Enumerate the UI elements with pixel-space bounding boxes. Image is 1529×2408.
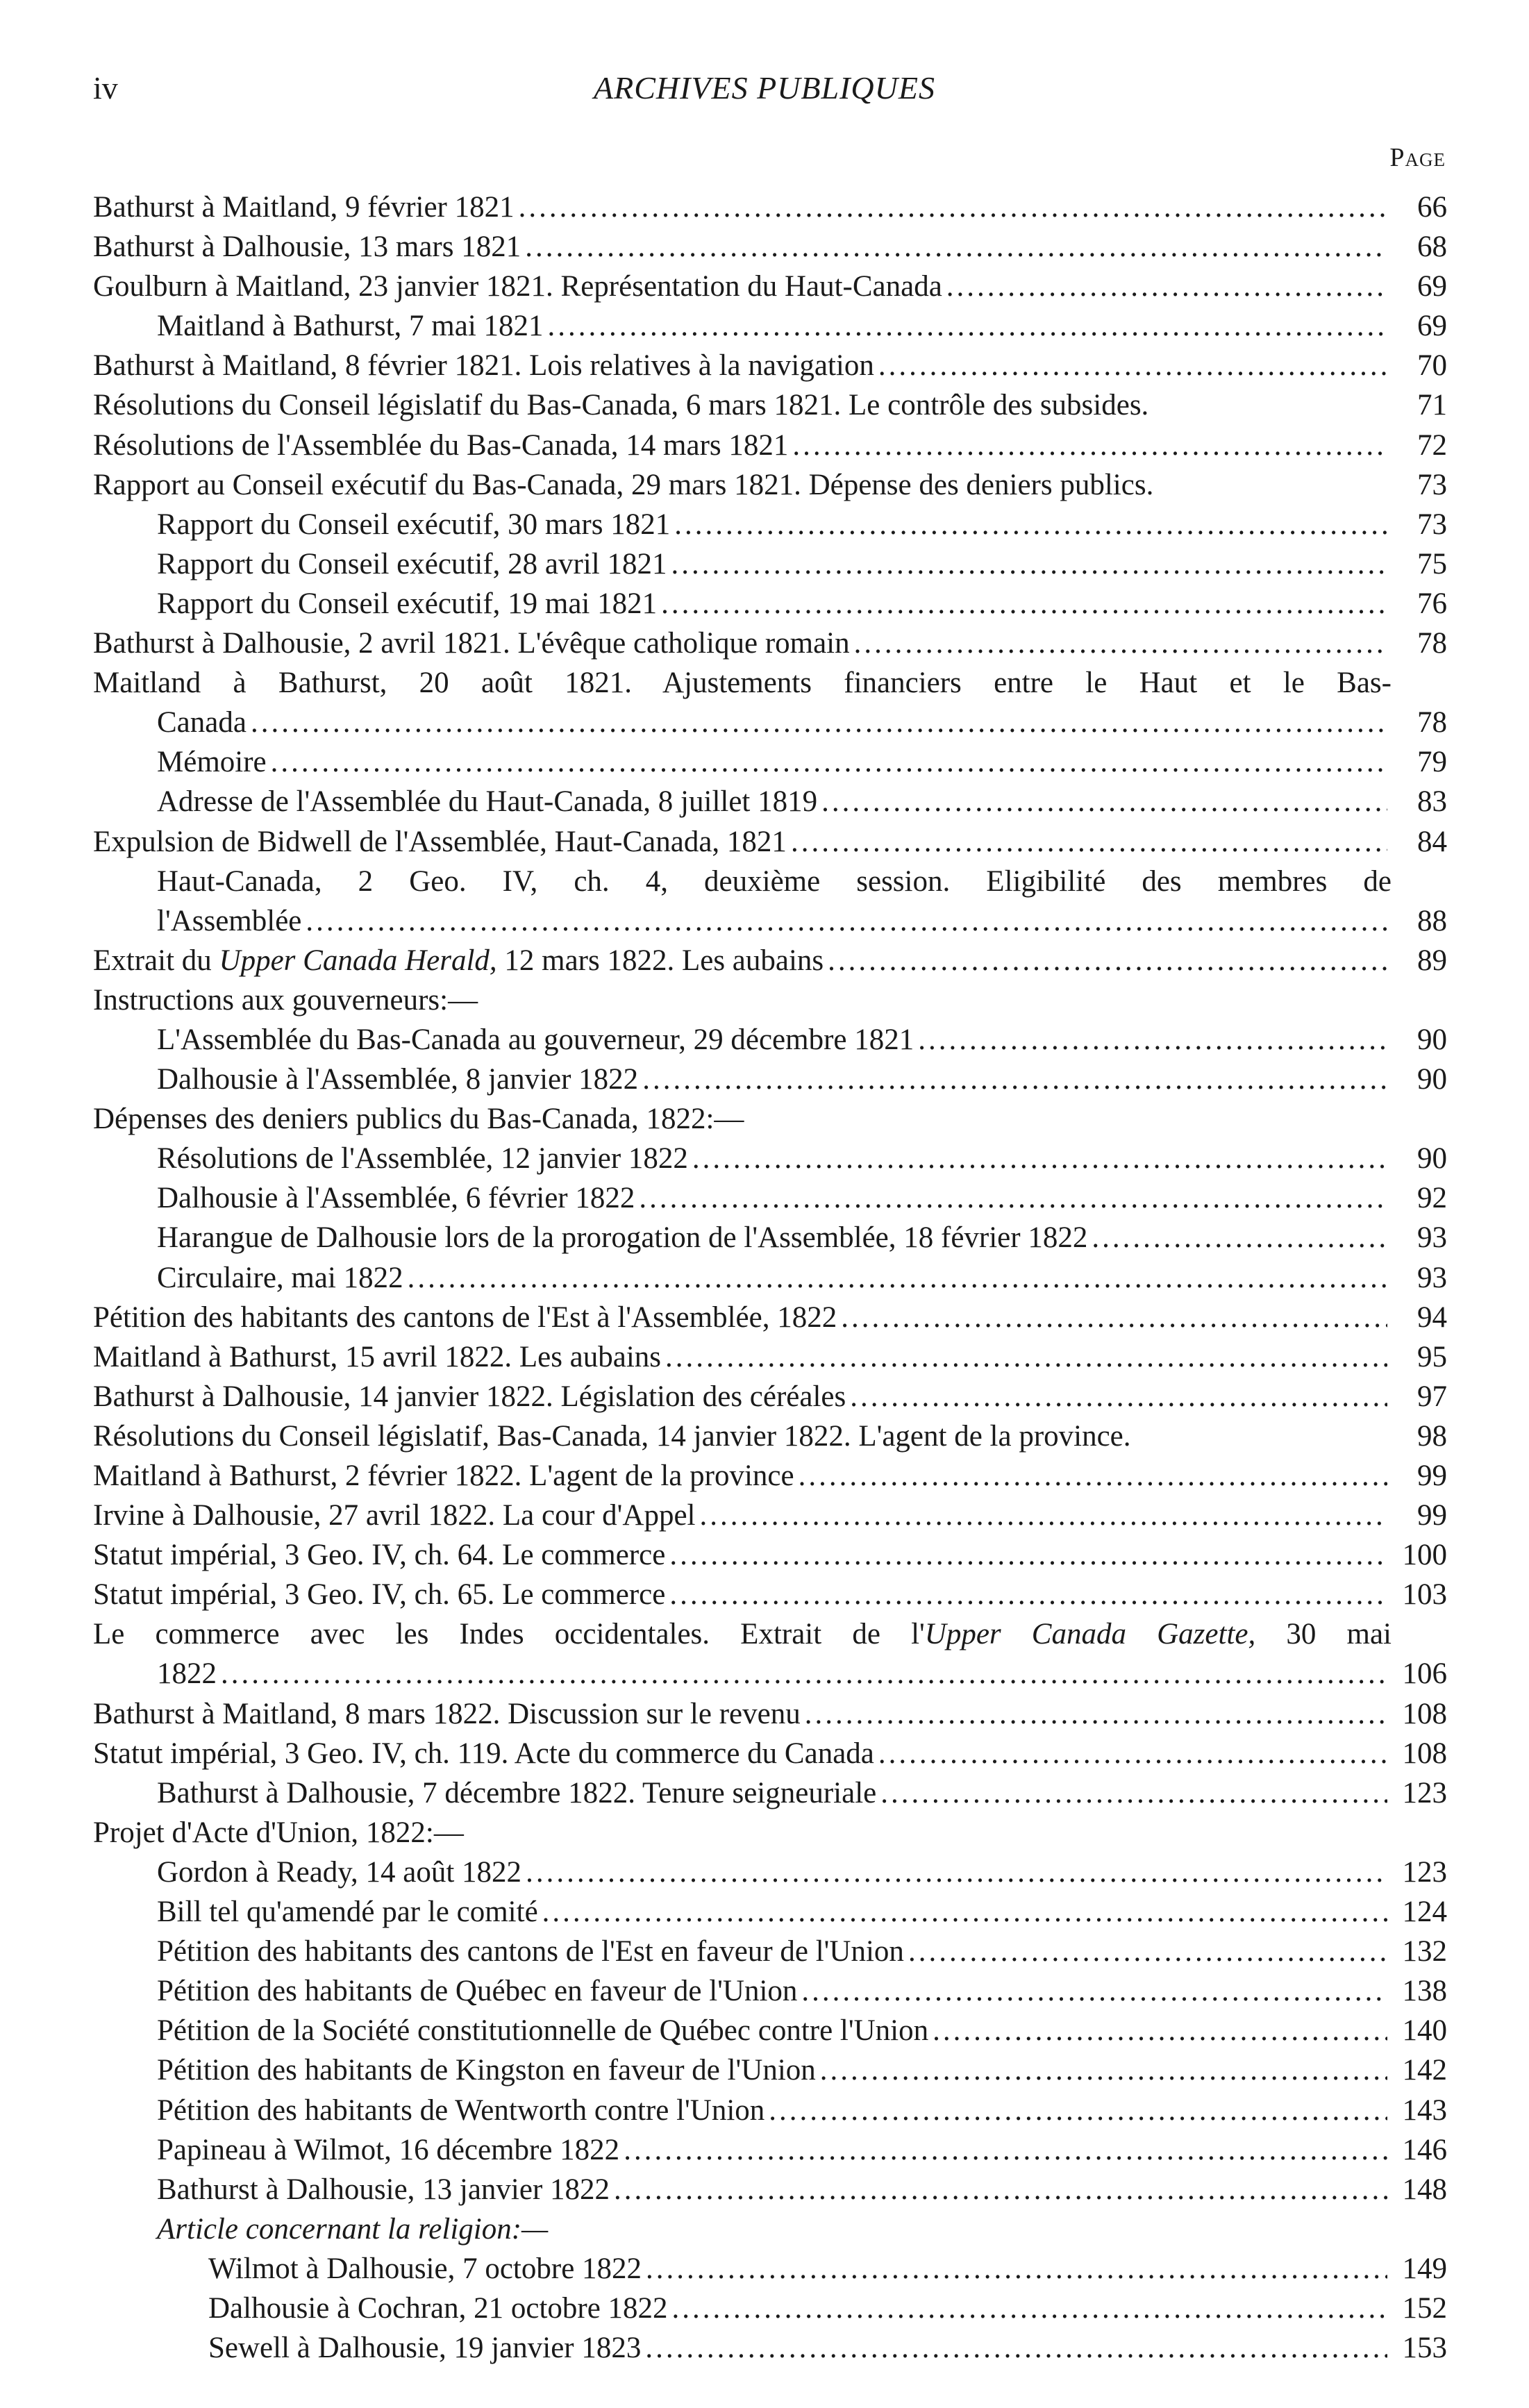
toc-page-number: 93 (1417, 1261, 1447, 1294)
toc-entry-text: Rapport du Conseil exécutif, 28 avril 1821 (157, 547, 667, 580)
leader-dots (801, 1971, 1387, 2011)
toc-page-number: 75 (1417, 547, 1447, 580)
leader-dots (828, 941, 1387, 980)
leader-dots (799, 1456, 1387, 1496)
toc-entry (93, 1337, 1447, 1377)
toc-entry (93, 2050, 1447, 2090)
toc-page-number: 123 (1402, 1776, 1447, 1809)
toc-page-number: 70 (1417, 349, 1447, 383)
leader-dots (854, 624, 1387, 663)
toc-entry (93, 2249, 1447, 2289)
toc-entry (93, 1456, 1447, 1496)
toc-entry-text: Canada (157, 706, 247, 739)
toc-entry-text: Gordon à Ready, 14 août 1822 (157, 1855, 522, 1889)
toc-entry (93, 346, 1447, 385)
toc-page-number: 69 (1417, 310, 1447, 343)
toc-entry (93, 306, 1447, 346)
toc-page-number: 108 (1402, 1697, 1447, 1730)
running-title: ARCHIVES PUBLIQUES (594, 70, 935, 106)
leader-dots (661, 584, 1387, 624)
toc-entry-text: Statut impérial, 3 Geo. IV, ch. 64. Le commerce (93, 1539, 666, 1572)
toc-entry (93, 1535, 1447, 1575)
toc-page-number: 90 (1417, 1063, 1447, 1096)
toc-page-number: 140 (1402, 2014, 1447, 2048)
toc-entry-text: Maitland à Bathurst, 15 avril 1822. Les aubains (93, 1340, 662, 1373)
toc-page-number: 79 (1417, 746, 1447, 779)
toc-entry-text: Pétition des habitants de Wentworth contre l'Union (157, 2093, 765, 2127)
toc-entry-text: Bathurst à Dalhousie, 2 avril 1821. L'évêque catholique romain (93, 627, 850, 660)
leader-dots (821, 782, 1387, 821)
toc-entry-text: Bathurst à Dalhousie, 13 mars 1821 (93, 231, 521, 264)
toc-entry (93, 1139, 1447, 1178)
leader-dots (645, 2328, 1387, 2368)
toc-entry (93, 703, 1447, 742)
toc-entry (93, 862, 1447, 901)
toc-entry-text: Bathurst à Dalhousie, 7 décembre 1822. Tenure seigneuriale (157, 1776, 877, 1809)
leader-dots (669, 1535, 1387, 1575)
toc-entry (93, 2328, 1447, 2368)
toc-entry-text: Bathurst à Dalhousie, 13 janvier 1822 (157, 2173, 610, 2206)
table-of-contents (93, 187, 1447, 2368)
toc-entry-text: Sewell à Dalhousie, 19 janvier 1823 (208, 2332, 642, 2365)
toc-entry (93, 901, 1447, 941)
leader-dots (841, 1298, 1387, 1337)
toc-page-number: 66 (1417, 191, 1447, 224)
toc-entry-text: Dalhousie à l'Assemblée, 8 janvier 1822 (157, 1063, 639, 1096)
toc-entry-text: Wilmot à Dalhousie, 7 octobre 1822 (208, 2252, 642, 2285)
toc-entry (93, 2289, 1447, 2328)
toc-entry-text: Circulaire, mai 1822 (157, 1261, 403, 1294)
leader-dots (880, 1773, 1387, 1813)
toc-page-number: 138 (1402, 1975, 1447, 2008)
toc-entry (93, 782, 1447, 821)
toc-page-number: 92 (1417, 1182, 1447, 1215)
toc-entry (93, 1853, 1447, 1892)
toc-entry (93, 1020, 1447, 1060)
toc-entry (93, 1496, 1447, 1535)
toc-page-number: 103 (1402, 1578, 1447, 1612)
leader-dots (669, 1575, 1387, 1614)
toc-entry-text: Harangue de Dalhousie lors de la prorogation de l'Assemblée, 18 février 1822 (157, 1221, 1088, 1255)
toc-entry (93, 1258, 1447, 1298)
toc-entry-text: Maitland à Bathurst, 20 août 1821. Ajustements financiers entre le Haut et le Bas- (93, 667, 1392, 700)
toc-entry-text: Statut impérial, 3 Geo. IV, ch. 119. Acte du commerce du Canada (93, 1737, 874, 1770)
toc-page-number: 132 (1402, 1935, 1447, 1968)
toc-page-number: 108 (1402, 1737, 1447, 1770)
toc-entry (93, 742, 1447, 782)
toc-entry-text: Pétition des habitants de Kingston en faveur de l'Union (157, 2054, 816, 2087)
toc-entry (93, 465, 1447, 505)
toc-entry (93, 941, 1447, 980)
toc-entry (93, 1060, 1447, 1099)
page-column-label: Page (1389, 143, 1446, 172)
toc-page-number: 90 (1417, 1023, 1447, 1056)
toc-entry (93, 1694, 1447, 1734)
toc-page-number: 100 (1402, 1539, 1447, 1572)
toc-page-number: 146 (1402, 2133, 1447, 2166)
toc-page-number: 84 (1417, 825, 1447, 858)
toc-page-number: 88 (1417, 904, 1447, 937)
toc-entry-text: Expulsion de Bidwell de l'Assemblée, Haut-Canada, 1821 (93, 825, 787, 858)
leader-dots (1092, 1218, 1387, 1257)
toc-page-number: 69 (1417, 270, 1447, 303)
toc-entry (93, 187, 1447, 227)
leader-dots (306, 901, 1387, 941)
leader-dots (526, 1853, 1387, 1892)
toc-entry (93, 624, 1447, 663)
toc-entry (93, 2170, 1447, 2209)
toc-entry-text: Pétition de la Société constitutionnelle de Québec contre l'Union (157, 2014, 929, 2048)
leader-dots (251, 703, 1387, 742)
toc-page-number: 98 (1417, 1419, 1447, 1453)
leader-dots (769, 2091, 1387, 2130)
leader-dots (642, 1060, 1387, 1099)
toc-entry (93, 1932, 1447, 1971)
toc-entry (93, 227, 1447, 267)
toc-page-number: 89 (1417, 944, 1447, 977)
toc-entry-text: Irvine à Dalhousie, 27 avril 1822. La cour d'Appel (93, 1499, 696, 1532)
leader-dots (525, 227, 1387, 267)
toc-page-number: 153 (1402, 2332, 1447, 2365)
toc-page-number: 94 (1417, 1301, 1447, 1334)
leader-dots (665, 1337, 1387, 1377)
toc-page-number: 99 (1417, 1460, 1447, 1492)
leader-dots (700, 1496, 1388, 1535)
toc-entry (93, 1575, 1447, 1614)
toc-entry (93, 822, 1447, 862)
toc-entry (93, 2011, 1447, 2050)
toc-entry-text: Rapport du Conseil exécutif, 19 mai 1821 (157, 587, 658, 620)
toc-entry (93, 1971, 1447, 2011)
toc-entry-text: Mémoire (157, 746, 267, 779)
leader-dots (850, 1377, 1387, 1416)
toc-entry-text: Bathurst à Maitland, 8 mars 1822. Discussion sur le revenu (93, 1697, 801, 1730)
toc-entry-text: Dépenses des deniers publics du Bas-Canada, 1822:— (93, 1103, 744, 1136)
leader-dots (548, 306, 1387, 346)
toc-entry (93, 505, 1447, 544)
toc-entry (93, 1734, 1447, 1773)
toc-page-number: 83 (1417, 785, 1447, 819)
toc-page-number: 152 (1402, 2291, 1447, 2325)
toc-entry-text: Papineau à Wilmot, 16 décembre 1822 (157, 2133, 620, 2166)
leader-dots (805, 1694, 1387, 1734)
toc-entry (93, 1218, 1447, 1257)
leader-dots (519, 187, 1387, 227)
leader-dots (791, 822, 1387, 862)
toc-entry (93, 1377, 1447, 1416)
leader-dots (692, 1139, 1387, 1178)
toc-entry-text: Bill tel qu'amendé par le comité (157, 1896, 538, 1929)
toc-page-number: 143 (1402, 2093, 1447, 2127)
toc-entry (93, 1773, 1447, 1813)
toc-entry-text: Rapport au Conseil exécutif du Bas-Canada, 29 mars 1821. Dépense des deniers publics. (93, 468, 1154, 501)
toc-entry-text: Le commerce avec les Indes occidentales. Extrait de l'Upper Canada Gazette, 30 mai (93, 1618, 1392, 1651)
toc-entry-text: Maitland à Bathurst, 7 mai 1821 (157, 310, 544, 343)
toc-entry-text: L'Assemblée du Bas-Canada au gouverneur, 29 décembre 1821 (157, 1023, 914, 1056)
leader-dots (624, 2130, 1387, 2170)
toc-entry (93, 1416, 1447, 1456)
toc-page-number: 97 (1417, 1380, 1447, 1413)
leader-dots (221, 1654, 1387, 1694)
leader-dots (918, 1020, 1387, 1060)
toc-entry-text: Instructions aux gouverneurs:— (93, 983, 478, 1017)
toc-page-number: 106 (1402, 1657, 1447, 1691)
leader-dots (542, 1892, 1387, 1932)
toc-entry-text: l'Assemblée (157, 904, 302, 937)
leader-dots (674, 505, 1387, 544)
toc-entry-text: Résolutions du Conseil législatif du Bas-Canada, 6 mars 1821. Le contrôle des subsides. (93, 389, 1149, 422)
toc-page-number: 71 (1417, 389, 1447, 422)
leader-dots (792, 426, 1387, 465)
toc-page-number: 149 (1402, 2252, 1447, 2285)
toc-entry (93, 584, 1447, 624)
toc-entry-text: Résolutions de l'Assemblée du Bas-Canada, 14 mars 1821 (93, 428, 789, 462)
toc-page-number: 99 (1417, 1499, 1447, 1532)
toc-entry-text: Adresse de l'Assemblée du Haut-Canada, 8 juillet 1819 (157, 785, 818, 819)
toc-entry-text: Article concernant la religion:— (157, 2212, 549, 2246)
leader-dots (408, 1258, 1387, 1298)
toc-entry-text: Pétition des habitants de Québec en faveur de l'Union (157, 1975, 798, 2008)
toc-entry-text: Goulburn à Maitland, 23 janvier 1821. Représentation du Haut-Canada (93, 270, 942, 303)
toc-entry-text: Bathurst à Maitland, 9 février 1821 (93, 191, 515, 224)
toc-page-number: 124 (1402, 1896, 1447, 1929)
toc-entry (93, 2130, 1447, 2170)
toc-entry-text: Bathurst à Maitland, 8 février 1821. Lois relatives à la navigation (93, 349, 874, 383)
toc-entry (93, 1099, 1447, 1139)
toc-entry (93, 267, 1447, 306)
leader-dots (878, 346, 1387, 385)
leader-dots (639, 1178, 1387, 1218)
toc-entry-text: 1822 (157, 1657, 217, 1691)
leader-dots (271, 742, 1387, 782)
toc-entry (93, 2091, 1447, 2130)
toc-entry-text: Statut impérial, 3 Geo. IV, ch. 65. Le commerce (93, 1578, 666, 1612)
toc-page-number: 95 (1417, 1340, 1447, 1373)
toc-entry-text: Extrait du Upper Canada Herald, 12 mars 1822. Les aubains (93, 944, 824, 977)
toc-page-number: 72 (1417, 428, 1447, 462)
toc-page-number: 148 (1402, 2173, 1447, 2206)
toc-entry-text: Dalhousie à Cochran, 21 octobre 1822 (208, 2291, 668, 2325)
toc-entry-text: Haut-Canada, 2 Geo. IV, ch. 4, deuxième session. Eligibilité des membres de (157, 864, 1392, 898)
toc-entry-text: Pétition des habitants des cantons de l'Est à l'Assemblée, 1822 (93, 1301, 837, 1334)
toc-entry-text: Rapport du Conseil exécutif, 30 mars 1821 (157, 508, 671, 541)
toc-entry (93, 426, 1447, 465)
toc-entry (93, 1892, 1447, 1932)
toc-entry (93, 2209, 1447, 2249)
toc-entry (93, 663, 1447, 703)
toc-page-number: 78 (1417, 706, 1447, 739)
toc-entry-text: Pétition des habitants des cantons de l'Est en faveur de l'Union (157, 1935, 904, 1968)
toc-entry-text: Projet d'Acte d'Union, 1822:— (93, 1816, 464, 1849)
toc-entry-text: Résolutions de l'Assemblée, 12 janvier 1822 (157, 1142, 688, 1176)
toc-page-number: 73 (1417, 468, 1447, 501)
toc-page-number: 73 (1417, 508, 1447, 541)
toc-page-number: 93 (1417, 1221, 1447, 1255)
toc-page-number: 90 (1417, 1142, 1447, 1176)
toc-entry-text: Maitland à Bathurst, 2 février 1822. L'agent de la province (93, 1460, 794, 1492)
toc-entry-text: Bathurst à Dalhousie, 14 janvier 1822. Législation des céréales (93, 1380, 846, 1413)
leader-dots (820, 2050, 1387, 2090)
toc-page-number: 142 (1402, 2054, 1447, 2087)
toc-entry (93, 1654, 1447, 1694)
toc-page-number: 76 (1417, 587, 1447, 620)
leader-dots (878, 1734, 1387, 1773)
toc-entry (93, 980, 1447, 1020)
toc-page-number: 123 (1402, 1855, 1447, 1889)
toc-entry (93, 1178, 1447, 1218)
page-number: iv (93, 70, 118, 106)
leader-dots (908, 1932, 1387, 1971)
leader-dots (946, 267, 1387, 306)
toc-entry (93, 1813, 1447, 1853)
leader-dots (933, 2011, 1387, 2050)
toc-entry-text: Dalhousie à l'Assemblée, 6 février 1822 (157, 1182, 635, 1215)
toc-entry (93, 544, 1447, 584)
leader-dots (646, 2249, 1387, 2289)
toc-entry (93, 1614, 1447, 1654)
leader-dots (614, 2170, 1387, 2209)
toc-entry (93, 385, 1447, 425)
leader-dots (672, 2289, 1387, 2328)
toc-entry-text: Résolutions du Conseil législatif, Bas-Canada, 14 janvier 1822. L'agent de la province. (93, 1419, 1131, 1453)
leader-dots (671, 544, 1387, 584)
toc-page-number: 78 (1417, 627, 1447, 660)
toc-entry (93, 1298, 1447, 1337)
toc-page-number: 68 (1417, 231, 1447, 264)
